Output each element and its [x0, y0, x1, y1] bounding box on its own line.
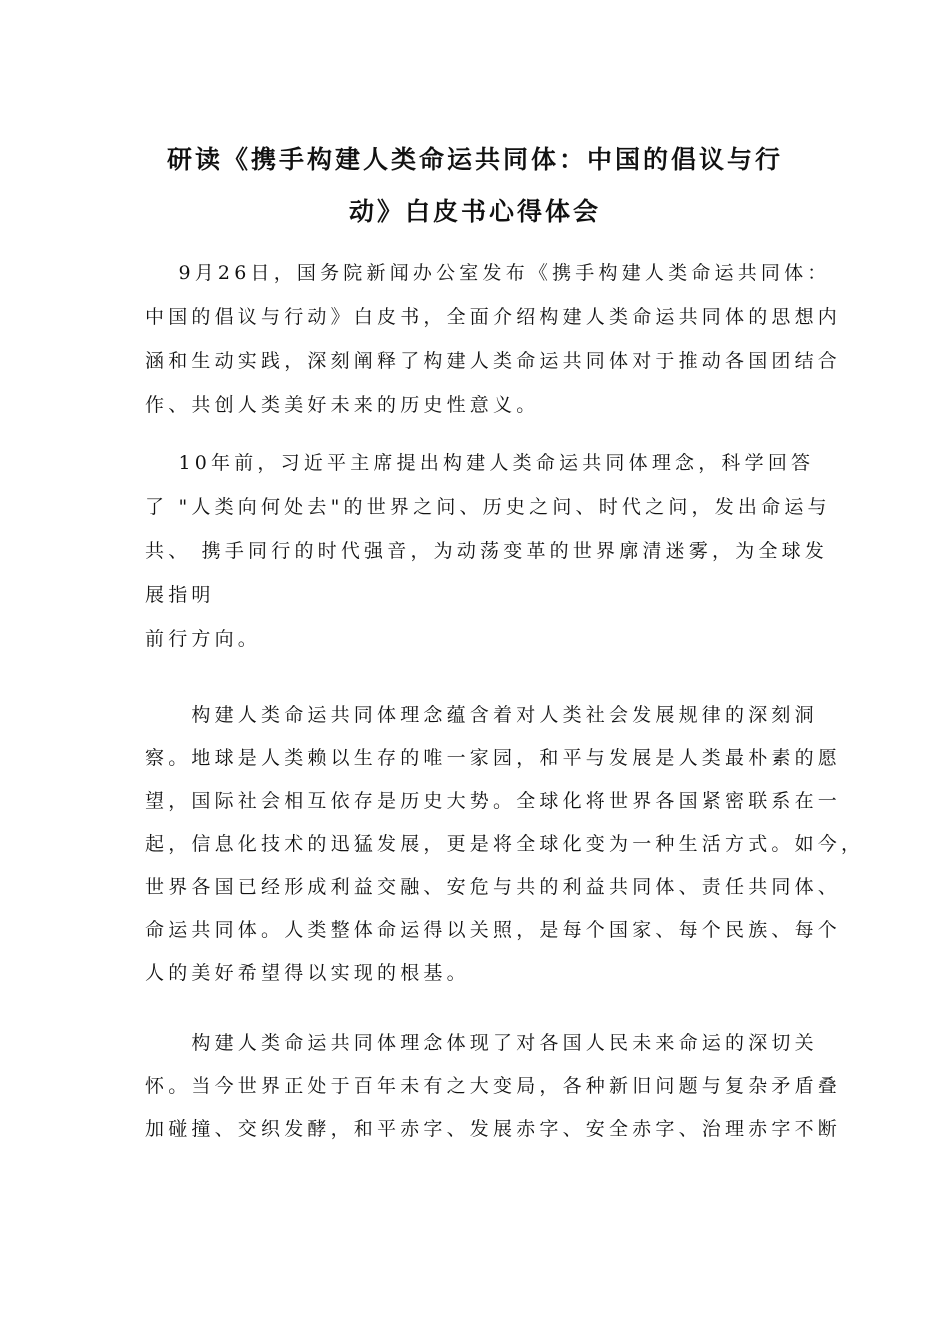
- text-line: 构建人类命运共同体理念体现了对各国人民未来命运的深切关: [145, 1032, 818, 1054]
- text-line: 共、 携手同行的时代强音，为动荡变革的世界廓清迷雾，为全球发: [145, 540, 829, 562]
- text-line: 涵和生动实践，深刻阐释了构建人类命运共同体对于推动各国团结合: [145, 350, 842, 372]
- text-line: 望，国际社会相互依存是历史大势。全球化将世界各国紧密联系在一: [145, 790, 842, 812]
- text-line: 作、共创人类美好未来的历史性意义。: [145, 394, 540, 416]
- paragraph-1: [145, 258, 842, 434]
- text-line: 人的美好希望得以实现的根基。: [145, 962, 470, 984]
- text-line: 展指明: [145, 584, 215, 606]
- text-line: 构建人类命运共同体理念蕴含着对人类社会发展规律的深刻洞: [145, 704, 818, 726]
- text-line: 察。地球是人类赖以生存的唯一家园，和平与发展是人类最朴素的愿: [145, 747, 842, 769]
- text-line: 9月26日，国务院新闻办公室发布《携手构建人类命运共同体：: [145, 262, 831, 284]
- text-line: 起，信息化技术的迅猛发展，更是将全球化变为一种生活方式。如今，: [145, 833, 865, 855]
- paragraph-2: [145, 448, 831, 668]
- text-line: 中国的倡议与行动》白皮书，全面介绍构建人类命运共同体的思想内: [145, 306, 842, 328]
- text-line: 了 "人类向何处去"的世界之问、历史之问、时代之问，发出命运与: [145, 496, 831, 518]
- paragraph-3: [145, 700, 865, 1001]
- text-line: 前行方向。: [145, 628, 262, 650]
- text-line: 命运共同体。人类整体命运得以关照，是每个国家、每个民族、每个: [145, 919, 842, 941]
- document-title-line-2: 动》白皮书心得体会: [348, 197, 601, 226]
- text-line: 加碰撞、交织发酵，和平赤字、发展赤字、安全赤字、治理赤字不断: [145, 1118, 842, 1140]
- document-title-line-1: 研读《携手构建人类命运共同体：中国的倡议与行: [166, 145, 783, 174]
- text-line: 10年前，习近平主席提出构建人类命运共同体理念，科学回答: [145, 452, 815, 474]
- text-line: 怀。当今世界正处于百年未有之大变局，各种新旧问题与复杂矛盾叠: [145, 1075, 842, 1097]
- text-line: 世界各国已经形成利益交融、安危与共的利益共同体、责任共同体、: [145, 876, 842, 898]
- paragraph-4: [145, 1028, 842, 1157]
